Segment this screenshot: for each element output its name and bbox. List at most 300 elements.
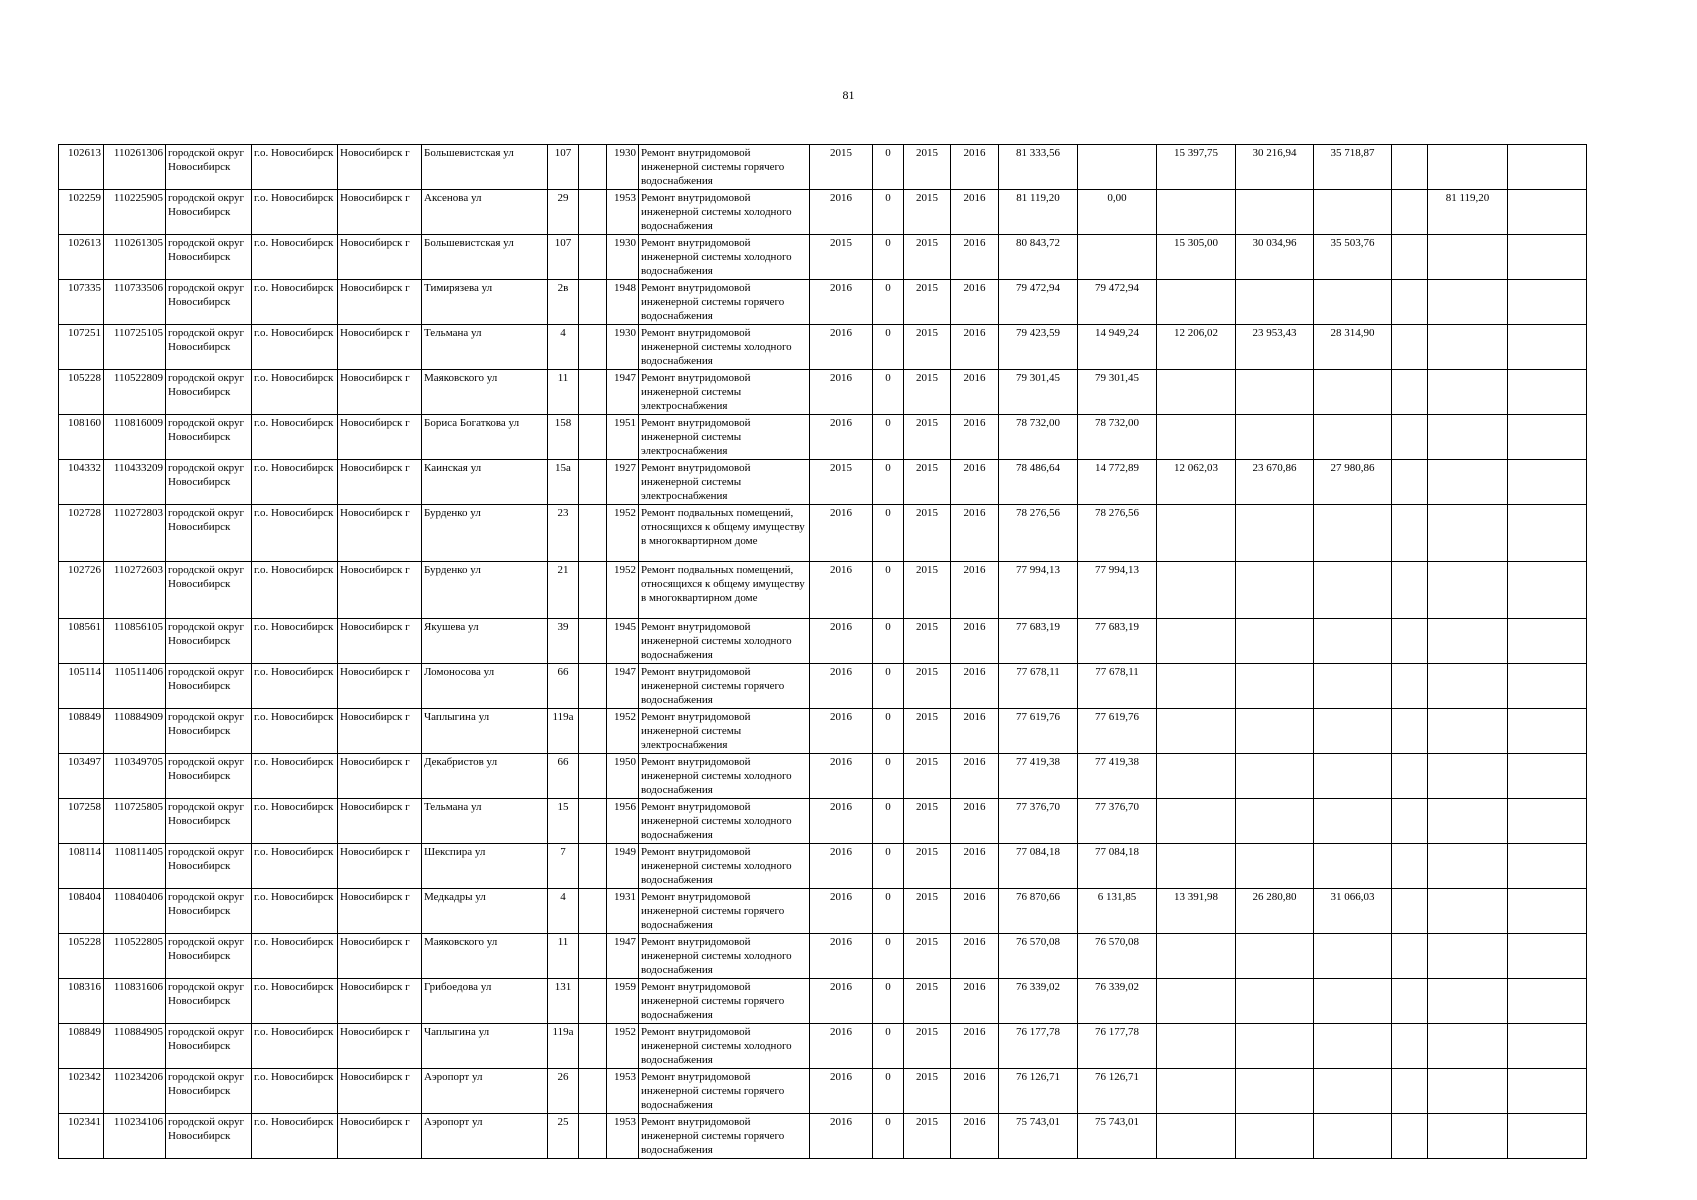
cell-total-cost: 76 126,71 [999, 1069, 1078, 1114]
cell-amount-5 [1392, 619, 1428, 664]
cell-amount-3 [1236, 370, 1314, 415]
cell-id: 108561 [59, 619, 104, 664]
cell-total-cost: 79 423,59 [999, 325, 1078, 370]
cell-year-end: 2016 [951, 190, 999, 235]
cell-total-cost: 81 119,20 [999, 190, 1078, 235]
cell-amount-2 [1157, 844, 1236, 889]
cell-year-end: 2016 [951, 1114, 999, 1159]
cell-letter [579, 979, 607, 1024]
cell-amount-5 [1392, 709, 1428, 754]
cell-amount-4 [1314, 415, 1392, 460]
cell-city: Новосибирск г [338, 370, 422, 415]
cell-amount-1: 77 994,13 [1078, 562, 1157, 619]
cell-code: 110511406 [104, 664, 166, 709]
cell-municipality: г.о. Новосибирск [252, 844, 338, 889]
cell-work-type: Ремонт внутридомовой инженерной системы горячего водоснабжения [639, 889, 810, 934]
cell-year-start: 2015 [904, 1069, 951, 1114]
cell-house: 131 [548, 979, 579, 1024]
cell-year-start: 2015 [904, 415, 951, 460]
cell-work-type: Ремонт подвальных помещений, относящихся к общему имуществу в многоквартирном доме [639, 562, 810, 619]
cell-year-start: 2015 [904, 889, 951, 934]
cell-house: 4 [548, 889, 579, 934]
cell-build-year: 1945 [607, 619, 639, 664]
cell-flag: 0 [873, 505, 904, 562]
cell-code: 110733506 [104, 280, 166, 325]
cell-flag: 0 [873, 844, 904, 889]
cell-amount-4 [1314, 709, 1392, 754]
cell-work-type: Ремонт внутридомовой инженерной системы электроснабжения [639, 709, 810, 754]
cell-amount-4: 35 503,76 [1314, 235, 1392, 280]
cell-street: Ломоносова ул [422, 664, 548, 709]
cell-amount-7 [1508, 505, 1587, 562]
cell-amount-5 [1392, 562, 1428, 619]
cell-flag: 0 [873, 325, 904, 370]
cell-amount-1: 79 301,45 [1078, 370, 1157, 415]
cell-year-end: 2016 [951, 844, 999, 889]
cell-amount-4: 28 314,90 [1314, 325, 1392, 370]
table-row [59, 844, 1587, 889]
cell-amount-7 [1508, 190, 1587, 235]
cell-street: Бурденко ул [422, 505, 548, 562]
cell-build-year: 1952 [607, 562, 639, 619]
cell-amount-6 [1428, 754, 1508, 799]
table-row [59, 325, 1587, 370]
cell-amount-6 [1428, 325, 1508, 370]
cell-municipality: г.о. Новосибирск [252, 235, 338, 280]
cell-year-end: 2016 [951, 979, 999, 1024]
cell-build-year: 1952 [607, 1024, 639, 1069]
cell-street: Шекспира ул [422, 844, 548, 889]
cell-letter [579, 754, 607, 799]
cell-house: 4 [548, 325, 579, 370]
cell-year-end: 2016 [951, 934, 999, 979]
cell-id: 108404 [59, 889, 104, 934]
cell-id: 102728 [59, 505, 104, 562]
cell-amount-3 [1236, 280, 1314, 325]
cell-build-year: 1953 [607, 1069, 639, 1114]
page-number: 81 [842, 88, 855, 102]
cell-street: Бурденко ул [422, 562, 548, 619]
table-row [59, 235, 1587, 280]
cell-street: Тельмана ул [422, 325, 548, 370]
cell-district: городской округ Новосибирск [166, 190, 252, 235]
cell-plan-year: 2016 [810, 505, 873, 562]
cell-municipality: г.о. Новосибирск [252, 1069, 338, 1114]
table-row [59, 979, 1587, 1024]
cell-work-type: Ремонт подвальных помещений, относящихся к общему имуществу в многоквартирном доме [639, 505, 810, 562]
cell-plan-year: 2016 [810, 1024, 873, 1069]
cell-flag: 0 [873, 145, 904, 190]
table-row [59, 664, 1587, 709]
cell-amount-4 [1314, 370, 1392, 415]
cell-amount-3 [1236, 1069, 1314, 1114]
cell-amount-3 [1236, 505, 1314, 562]
cell-code: 110831606 [104, 979, 166, 1024]
cell-amount-2 [1157, 754, 1236, 799]
cell-amount-3 [1236, 1024, 1314, 1069]
cell-city: Новосибирск г [338, 190, 422, 235]
cell-amount-5 [1392, 460, 1428, 505]
cell-district: городской округ Новосибирск [166, 619, 252, 664]
cell-municipality: г.о. Новосибирск [252, 619, 338, 664]
cell-amount-7 [1508, 370, 1587, 415]
cell-municipality: г.о. Новосибирск [252, 889, 338, 934]
cell-city: Новосибирск г [338, 934, 422, 979]
cell-district: городской округ Новосибирск [166, 934, 252, 979]
cell-amount-7 [1508, 709, 1587, 754]
cell-amount-6: 81 119,20 [1428, 190, 1508, 235]
cell-city: Новосибирск г [338, 844, 422, 889]
cell-amount-4: 27 980,86 [1314, 460, 1392, 505]
cell-year-start: 2015 [904, 370, 951, 415]
table-row [59, 190, 1587, 235]
cell-amount-6 [1428, 370, 1508, 415]
cell-street: Чаплыгина ул [422, 1024, 548, 1069]
cell-street: Большевистская ул [422, 145, 548, 190]
cell-amount-4 [1314, 799, 1392, 844]
cell-amount-1: 76 570,08 [1078, 934, 1157, 979]
cell-code: 110856105 [104, 619, 166, 664]
cell-amount-6 [1428, 1069, 1508, 1114]
cell-house: 23 [548, 505, 579, 562]
cell-amount-6 [1428, 415, 1508, 460]
table-row [59, 1024, 1587, 1069]
cell-year-start: 2015 [904, 844, 951, 889]
cell-work-type: Ремонт внутридомовой инженерной системы электроснабжения [639, 370, 810, 415]
cell-total-cost: 78 276,56 [999, 505, 1078, 562]
cell-flag: 0 [873, 460, 904, 505]
cell-city: Новосибирск г [338, 619, 422, 664]
cell-letter [579, 664, 607, 709]
table-row [59, 370, 1587, 415]
cell-plan-year: 2016 [810, 754, 873, 799]
cell-city: Новосибирск г [338, 709, 422, 754]
cell-plan-year: 2016 [810, 934, 873, 979]
cell-year-end: 2016 [951, 664, 999, 709]
cell-amount-1: 77 683,19 [1078, 619, 1157, 664]
cell-letter [579, 1114, 607, 1159]
cell-flag: 0 [873, 190, 904, 235]
cell-city: Новосибирск г [338, 754, 422, 799]
cell-year-end: 2016 [951, 799, 999, 844]
cell-year-start: 2015 [904, 145, 951, 190]
cell-work-type: Ремонт внутридомовой инженерной системы горячего водоснабжения [639, 979, 810, 1024]
cell-amount-5 [1392, 934, 1428, 979]
cell-build-year: 1959 [607, 979, 639, 1024]
cell-build-year: 1947 [607, 370, 639, 415]
cell-district: городской округ Новосибирск [166, 979, 252, 1024]
cell-plan-year: 2016 [810, 325, 873, 370]
cell-flag: 0 [873, 889, 904, 934]
cell-build-year: 1949 [607, 844, 639, 889]
cell-flag: 0 [873, 280, 904, 325]
cell-flag: 0 [873, 1114, 904, 1159]
cell-year-end: 2016 [951, 505, 999, 562]
cell-house: 26 [548, 1069, 579, 1114]
cell-code: 110884905 [104, 1024, 166, 1069]
cell-total-cost: 77 994,13 [999, 562, 1078, 619]
cell-code: 110272603 [104, 562, 166, 619]
cell-total-cost: 80 843,72 [999, 235, 1078, 280]
cell-year-start: 2015 [904, 562, 951, 619]
cell-year-start: 2015 [904, 979, 951, 1024]
cell-amount-3 [1236, 979, 1314, 1024]
cell-amount-7 [1508, 799, 1587, 844]
cell-year-start: 2015 [904, 664, 951, 709]
cell-work-type: Ремонт внутридомовой инженерной системы холодного водоснабжения [639, 1024, 810, 1069]
cell-work-type: Ремонт внутридомовой инженерной системы горячего водоснабжения [639, 145, 810, 190]
cell-work-type: Ремонт внутридомовой инженерной системы холодного водоснабжения [639, 844, 810, 889]
cell-house: 107 [548, 235, 579, 280]
cell-amount-3 [1236, 664, 1314, 709]
table-row [59, 799, 1587, 844]
cell-total-cost: 75 743,01 [999, 1114, 1078, 1159]
cell-street: Тимирязева ул [422, 280, 548, 325]
cell-amount-4 [1314, 754, 1392, 799]
cell-amount-6 [1428, 799, 1508, 844]
cell-city: Новосибирск г [338, 562, 422, 619]
cell-street: Аксенова ул [422, 190, 548, 235]
cell-city: Новосибирск г [338, 1024, 422, 1069]
cell-plan-year: 2016 [810, 979, 873, 1024]
cell-amount-1 [1078, 235, 1157, 280]
cell-letter [579, 145, 607, 190]
cell-id: 107251 [59, 325, 104, 370]
table-row [59, 460, 1587, 505]
cell-house: 158 [548, 415, 579, 460]
cell-amount-7 [1508, 145, 1587, 190]
cell-flag: 0 [873, 1024, 904, 1069]
cell-amount-6 [1428, 979, 1508, 1024]
cell-letter [579, 325, 607, 370]
cell-build-year: 1956 [607, 799, 639, 844]
cell-year-end: 2016 [951, 415, 999, 460]
cell-plan-year: 2016 [810, 844, 873, 889]
cell-year-end: 2016 [951, 325, 999, 370]
cell-amount-2: 15 397,75 [1157, 145, 1236, 190]
cell-amount-2 [1157, 709, 1236, 754]
cell-code: 110522809 [104, 370, 166, 415]
cell-district: городской округ Новосибирск [166, 562, 252, 619]
cell-house: 2в [548, 280, 579, 325]
cell-amount-7 [1508, 235, 1587, 280]
cell-amount-2 [1157, 1069, 1236, 1114]
cell-city: Новосибирск г [338, 889, 422, 934]
cell-municipality: г.о. Новосибирск [252, 979, 338, 1024]
cell-year-end: 2016 [951, 1069, 999, 1114]
cell-build-year: 1927 [607, 460, 639, 505]
cell-amount-6 [1428, 505, 1508, 562]
cell-letter [579, 1024, 607, 1069]
cell-amount-5 [1392, 1024, 1428, 1069]
cell-work-type: Ремонт внутридомовой инженерной системы холодного водоснабжения [639, 754, 810, 799]
cell-amount-7 [1508, 664, 1587, 709]
cell-amount-7 [1508, 754, 1587, 799]
cell-amount-4 [1314, 844, 1392, 889]
cell-build-year: 1930 [607, 235, 639, 280]
table-row [59, 889, 1587, 934]
cell-amount-3: 23 670,86 [1236, 460, 1314, 505]
cell-year-start: 2015 [904, 190, 951, 235]
cell-municipality: г.о. Новосибирск [252, 799, 338, 844]
cell-plan-year: 2016 [810, 190, 873, 235]
cell-build-year: 1930 [607, 325, 639, 370]
cell-year-start: 2015 [904, 325, 951, 370]
cell-work-type: Ремонт внутридомовой инженерной системы электроснабжения [639, 415, 810, 460]
cell-amount-5 [1392, 370, 1428, 415]
cell-municipality: г.о. Новосибирск [252, 370, 338, 415]
cell-work-type: Ремонт внутридомовой инженерной системы холодного водоснабжения [639, 619, 810, 664]
cell-amount-1: 77 419,38 [1078, 754, 1157, 799]
cell-build-year: 1953 [607, 190, 639, 235]
cell-id: 102259 [59, 190, 104, 235]
cell-amount-6 [1428, 235, 1508, 280]
cell-street: Чаплыгина ул [422, 709, 548, 754]
cell-year-start: 2015 [904, 235, 951, 280]
cell-amount-2 [1157, 370, 1236, 415]
cell-district: городской округ Новосибирск [166, 145, 252, 190]
cell-flag: 0 [873, 979, 904, 1024]
cell-flag: 0 [873, 370, 904, 415]
cell-district: городской округ Новосибирск [166, 1114, 252, 1159]
cell-amount-1: 78 276,56 [1078, 505, 1157, 562]
cell-municipality: г.о. Новосибирск [252, 415, 338, 460]
cell-id: 108849 [59, 1024, 104, 1069]
table-row [59, 415, 1587, 460]
cell-amount-4 [1314, 1024, 1392, 1069]
cell-code: 110261305 [104, 235, 166, 280]
cell-amount-2 [1157, 979, 1236, 1024]
cell-plan-year: 2016 [810, 562, 873, 619]
cell-total-cost: 79 301,45 [999, 370, 1078, 415]
table-row [59, 619, 1587, 664]
cell-street: Каинская ул [422, 460, 548, 505]
cell-district: городской округ Новосибирск [166, 235, 252, 280]
cell-amount-7 [1508, 562, 1587, 619]
cell-amount-6 [1428, 1024, 1508, 1069]
cell-code: 110433209 [104, 460, 166, 505]
cell-plan-year: 2016 [810, 415, 873, 460]
cell-street: Аэропорт ул [422, 1069, 548, 1114]
cell-district: городской округ Новосибирск [166, 889, 252, 934]
cell-amount-6 [1428, 844, 1508, 889]
cell-year-start: 2015 [904, 619, 951, 664]
cell-amount-1: 6 131,85 [1078, 889, 1157, 934]
cell-work-type: Ремонт внутридомовой инженерной системы горячего водоснабжения [639, 1114, 810, 1159]
cell-city: Новосибирск г [338, 325, 422, 370]
table-row [59, 280, 1587, 325]
cell-year-end: 2016 [951, 370, 999, 415]
cell-municipality: г.о. Новосибирск [252, 562, 338, 619]
cell-street: Тельмана ул [422, 799, 548, 844]
cell-municipality: г.о. Новосибирск [252, 1024, 338, 1069]
cell-plan-year: 2016 [810, 280, 873, 325]
cell-city: Новосибирск г [338, 979, 422, 1024]
cell-amount-5 [1392, 190, 1428, 235]
cell-house: 15а [548, 460, 579, 505]
cell-year-end: 2016 [951, 754, 999, 799]
cell-code: 110816009 [104, 415, 166, 460]
cell-amount-3 [1236, 754, 1314, 799]
cell-house: 107 [548, 145, 579, 190]
cell-flag: 0 [873, 235, 904, 280]
cell-amount-2: 15 305,00 [1157, 235, 1236, 280]
cell-total-cost: 81 333,56 [999, 145, 1078, 190]
cell-amount-5 [1392, 1069, 1428, 1114]
cell-work-type: Ремонт внутридомовой инженерной системы холодного водоснабжения [639, 190, 810, 235]
cell-work-type: Ремонт внутридомовой инженерной системы холодного водоснабжения [639, 799, 810, 844]
cell-amount-5 [1392, 505, 1428, 562]
cell-municipality: г.о. Новосибирск [252, 1114, 338, 1159]
cell-city: Новосибирск г [338, 799, 422, 844]
cell-id: 105114 [59, 664, 104, 709]
cell-municipality: г.о. Новосибирск [252, 505, 338, 562]
cell-amount-1: 76 177,78 [1078, 1024, 1157, 1069]
cell-total-cost: 76 870,66 [999, 889, 1078, 934]
cell-district: городской округ Новосибирск [166, 799, 252, 844]
cell-amount-6 [1428, 1114, 1508, 1159]
cell-amount-3 [1236, 709, 1314, 754]
cell-work-type: Ремонт внутридомовой инженерной системы холодного водоснабжения [639, 934, 810, 979]
cell-amount-4 [1314, 1069, 1392, 1114]
cell-year-end: 2016 [951, 145, 999, 190]
cell-amount-1: 77 376,70 [1078, 799, 1157, 844]
cell-year-end: 2016 [951, 709, 999, 754]
cell-total-cost: 77 619,76 [999, 709, 1078, 754]
cell-municipality: г.о. Новосибирск [252, 280, 338, 325]
cell-plan-year: 2016 [810, 1069, 873, 1114]
table-row [59, 1069, 1587, 1114]
cell-street: Большевистская ул [422, 235, 548, 280]
table-row [59, 562, 1587, 619]
cell-amount-7 [1508, 325, 1587, 370]
cell-amount-1: 79 472,94 [1078, 280, 1157, 325]
cell-amount-3 [1236, 934, 1314, 979]
cell-code: 110811405 [104, 844, 166, 889]
cell-amount-7 [1508, 1024, 1587, 1069]
cell-total-cost: 77 419,38 [999, 754, 1078, 799]
cell-code: 110234106 [104, 1114, 166, 1159]
cell-street: Аэропорт ул [422, 1114, 548, 1159]
cell-amount-2 [1157, 619, 1236, 664]
cell-amount-7 [1508, 1114, 1587, 1159]
cell-amount-1: 78 732,00 [1078, 415, 1157, 460]
cell-total-cost: 77 376,70 [999, 799, 1078, 844]
cell-plan-year: 2016 [810, 664, 873, 709]
cell-id: 105228 [59, 370, 104, 415]
cell-year-end: 2016 [951, 235, 999, 280]
cell-amount-5 [1392, 844, 1428, 889]
cell-street: Медкадры ул [422, 889, 548, 934]
cell-letter [579, 190, 607, 235]
cell-amount-6 [1428, 619, 1508, 664]
cell-amount-2 [1157, 562, 1236, 619]
cell-plan-year: 2016 [810, 709, 873, 754]
cell-plan-year: 2016 [810, 889, 873, 934]
cell-code: 110522805 [104, 934, 166, 979]
cell-plan-year: 2016 [810, 619, 873, 664]
cell-build-year: 1947 [607, 934, 639, 979]
cell-total-cost: 76 570,08 [999, 934, 1078, 979]
cell-district: городской округ Новосибирск [166, 1024, 252, 1069]
cell-amount-2: 13 391,98 [1157, 889, 1236, 934]
cell-amount-4: 31 066,03 [1314, 889, 1392, 934]
cell-house: 7 [548, 844, 579, 889]
cell-total-cost: 77 683,19 [999, 619, 1078, 664]
cell-municipality: г.о. Новосибирск [252, 145, 338, 190]
cell-flag: 0 [873, 754, 904, 799]
cell-id: 108160 [59, 415, 104, 460]
